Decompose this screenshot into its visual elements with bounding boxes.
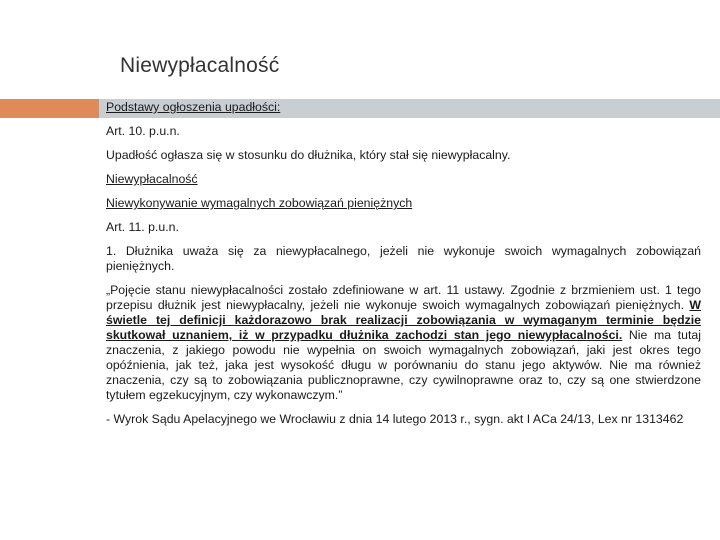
quote-text-2: Nie ma tutaj znaczenia, z jakiego powodu nie wypełnia on swoich wymagalnych zobowiązań, jaki jest okres tego opóźnienia, jak też, jaka jest wysokość długu w porównaniu do stanu jego aktywów. Nie ma również znaczenia, czy są to zobowiązania publicznoprawne, czy cywilnoprawne oraz to, czy są one stwierdzone tytułem egzekucyjnym, czy wykonawczym.” bbox=[106, 328, 701, 402]
article-11-text: 1. Dłużnika uważa się za niewypłacalnego, jeżeli nie wykonuje swoich wymagalnych zobowiązań pieniężnych. bbox=[106, 244, 701, 273]
article-10-text: Upadłość ogłasza się w stosunku do dłużnika, który stał się niewypłacalny. bbox=[106, 148, 511, 162]
quote-emphasis: W świetle tej definicji każdorazowo brak realizacji zobowiązania w wymaganym terminie będzie skutkował uznaniem, iż w przypadku dłużnika zachodzi stan jego niewypłacalności. bbox=[106, 298, 701, 342]
heading-niewykonywanie: Niewykonywanie wymagalnych zobowiązań pieniężnych bbox=[106, 196, 413, 210]
article-11-label: Art. 11. p.u.n. bbox=[106, 220, 179, 234]
article-10-label: Art. 10. p.u.n. bbox=[106, 124, 180, 138]
citation: - Wyrok Sądu Apelacyjnego we Wrocławiu z dnia 14 lutego 2013 r., sygn. akt I ACa 24/13, Lex nr 1313462 bbox=[106, 412, 684, 426]
slide-body bbox=[106, 100, 701, 427]
court-quote bbox=[106, 283, 701, 403]
heading-podstawy: Podstawy ogłoszenia upadłości: bbox=[106, 100, 281, 114]
accent-bar bbox=[0, 99, 99, 118]
heading-niewyplacalnosc: Niewypłacalność bbox=[106, 172, 198, 186]
slide-title: Niewypłacalność bbox=[120, 54, 280, 77]
quote-text-1: „Pojęcie stanu niewypłacalności zostało zdefiniowane w art. 11 ustawy. Zgodnie z brzmieniem ust. 1 tego przepisu dłużnik jest niewypłacalny, jeżeli nie wykonuje swoich wymagalnych zobowiązań pieniężnych. bbox=[106, 283, 701, 312]
